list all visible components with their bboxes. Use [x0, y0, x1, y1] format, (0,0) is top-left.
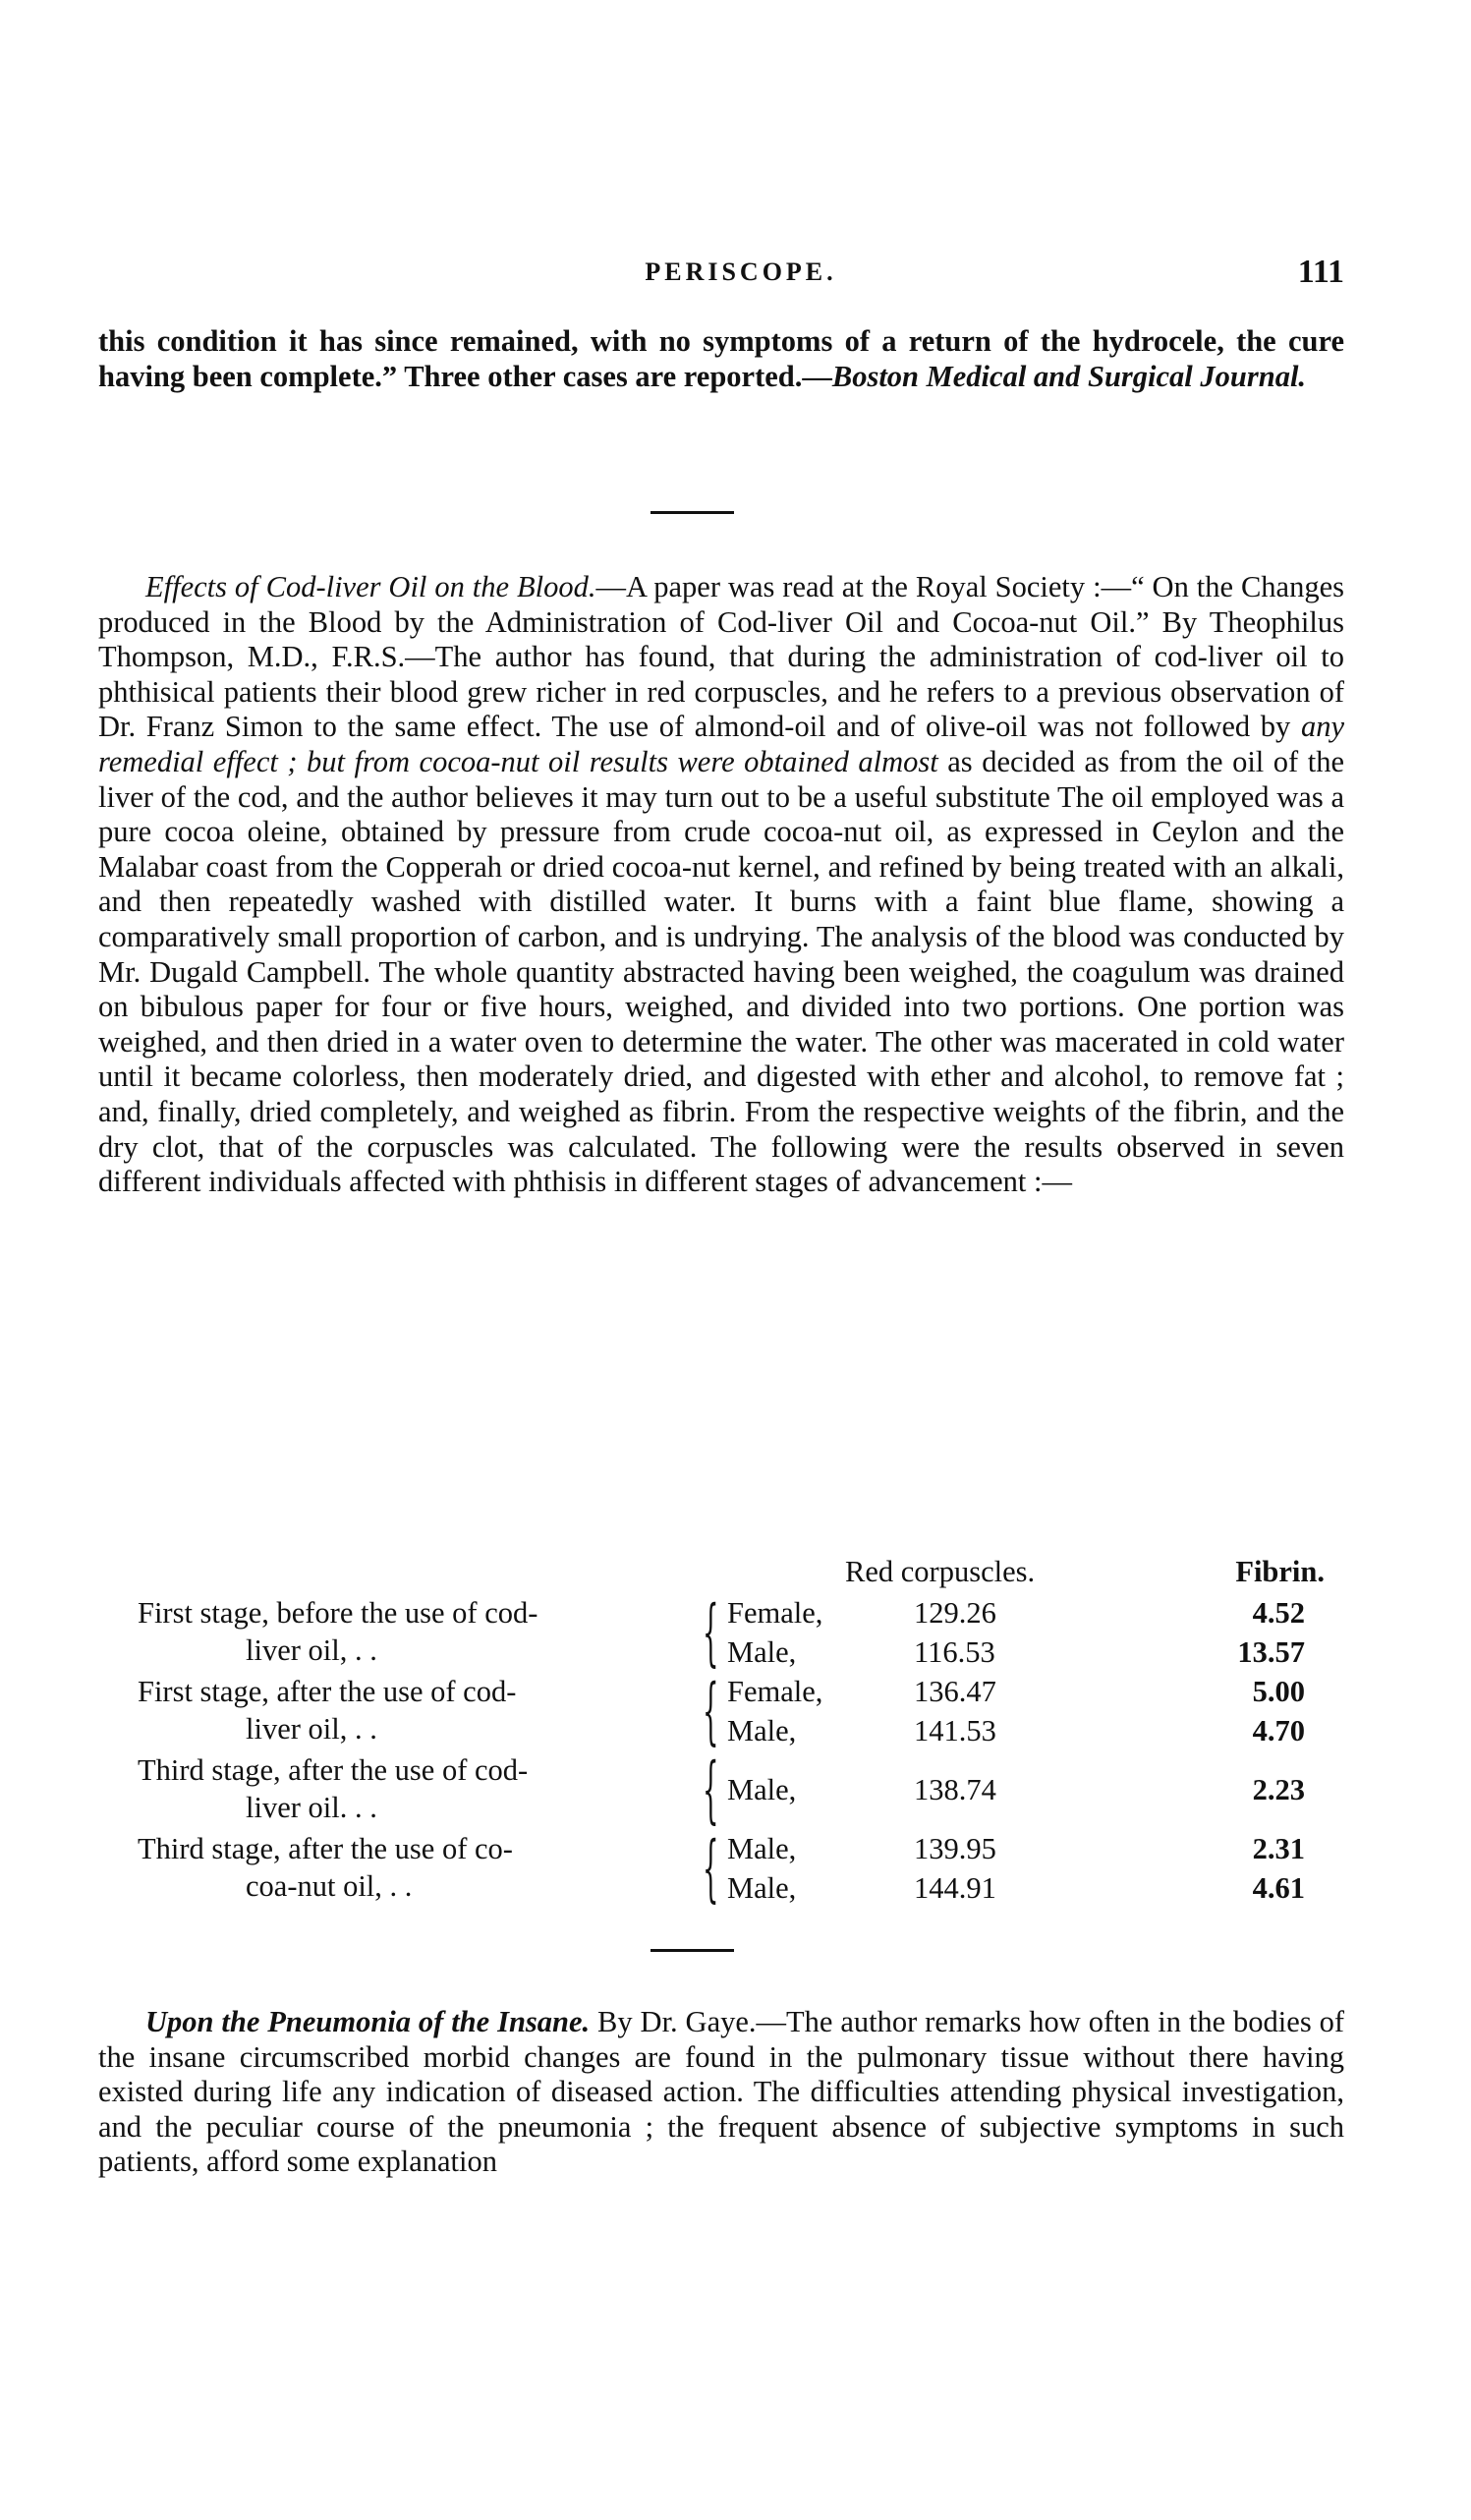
stage-label — [138, 1751, 698, 1826]
stage-line: First stage, before the use of cod- — [138, 1596, 538, 1630]
table-cell-sex: Male, — [727, 1832, 797, 1865]
table-cell-sex: Female, — [727, 1596, 823, 1630]
section-divider-1 — [651, 511, 734, 514]
stage-line: Third stage, after the use of co- — [138, 1832, 513, 1865]
brace-glyph: { — [703, 1826, 719, 1911]
table-cell-fibrin: 4.52 — [1252, 1596, 1305, 1630]
article-pneumonia-insane — [98, 2005, 1344, 2180]
table-cell-red: 141.53 — [914, 1714, 996, 1747]
article1-body-continued: as decided as from the oil of the liver of the cod, and the author believes it may turn out to be a useful substitute The oil employed was a pure cocoa oleine, obtained by pressure from crude cocoa-nut oil, as expressed in Ceylon and the Malabar coast from the Copperah or dried cocoa-nut kernel, and refined by being treated with an alkali, and then repeatedly washed with distilled water. It burns with a faint blue flame, showing a comparatively small proportion of carbon, and is undrying. The analysis of the blood was conducted by Mr. Dugald Campbell. The whole quantity abstracted having been weighed, the coagulum was drained on bibulous paper for four or five hours, weighed, and divided into two portions. One portion was weighed, and then dried in a water oven to determine the water. The other was macerated in cold water until it became colorless, then moderately dried, and digested with ether and alcohol, to remove fat ; and, finally, dried completely, and weighed as fibrin. From the respective weights of the fibrin, and the dry clot, that of the corpuscles was calculated. The following were the results observed in seven different individuals affected with phthisis in different stages of advancement :— — [98, 744, 1344, 1199]
stage-line: liver oil, . . — [246, 1712, 377, 1746]
table-cell-sex: Male, — [727, 1714, 797, 1747]
section-divider-2 — [651, 1949, 734, 1952]
header-fibrin: Fibrin. — [1235, 1555, 1325, 1588]
table-cell-red: 139.95 — [914, 1832, 996, 1865]
table-cell-fibrin: 4.70 — [1252, 1714, 1305, 1747]
continuation-paragraph — [98, 324, 1344, 394]
table-cell-fibrin: 4.61 — [1252, 1871, 1305, 1905]
article2-body: By Dr. Gaye.—The author remarks how often in the bodies of the insane circumscribed morbid changes are found in the pulmonary tissue without there having existed during life any indication of diseased action. The difficulties attending physical investigation, and the peculiar course of the pneumonia ; the frequent absence of subjective symptoms in such patients, afford some explanation — [98, 2005, 1344, 2179]
table-cell-sex: Male, — [727, 1635, 797, 1669]
table-group-1 — [98, 1590, 1344, 1675]
table-cell-fibrin: 2.23 — [1252, 1773, 1305, 1806]
header-red-corpuscles: Red corpuscles. — [845, 1555, 1036, 1588]
stage-line: liver oil. . . — [246, 1791, 377, 1824]
table-cell-fibrin: 2.31 — [1252, 1832, 1305, 1865]
stage-label — [138, 1673, 698, 1747]
table-cell-sex: Female, — [727, 1675, 823, 1708]
article1-body: —A paper was read at the Royal Society :—“ On the Changes produced in the Blood by the Administration of Cod-liver Oil and Cocoa-nut Oil.” By Theophilus Thompson, M.D., F.R.S.—The author has found, that during the administration of cod-liver oil to phthisical patients their blood grew richer in red corpuscles, and he refers to a previous observation of Dr. Franz Simon to the same effect. The use of almond-oil and of olive-oil was not followed by — [98, 570, 1344, 744]
running-title: PERISCOPE. — [645, 258, 837, 286]
article1-italic-passage: any remedial effect ; but from cocoa-nut oil results were obtained almost — [98, 710, 1344, 778]
table-cell-red: 136.47 — [914, 1675, 996, 1708]
page-number: 111 — [1297, 254, 1344, 290]
table-cell-sex: Male, — [727, 1773, 797, 1806]
brace-glyph: { — [703, 1747, 719, 1832]
stage-line: coa-nut oil, . . — [246, 1869, 413, 1903]
table-cell-red: 129.26 — [914, 1596, 996, 1630]
table-cell-red: 144.91 — [914, 1871, 996, 1905]
article1-title: Effects of Cod-liver Oil on the Blood. — [145, 570, 596, 603]
brace-glyph: { — [703, 1669, 719, 1753]
table-header — [98, 1555, 1344, 1594]
table-cell-red: 116.53 — [914, 1635, 995, 1669]
brace-glyph: { — [703, 1590, 719, 1675]
table-cell-fibrin: 5.00 — [1252, 1675, 1305, 1708]
stage-line: Third stage, after the use of cod- — [138, 1753, 529, 1787]
stage-label — [138, 1594, 698, 1669]
continuation-source: Boston Medical and Surgical Journal. — [831, 359, 1307, 393]
table-group-3 — [98, 1747, 1344, 1832]
page-header — [138, 254, 1344, 297]
stage-label — [138, 1830, 698, 1905]
table-group-2 — [98, 1669, 1344, 1753]
stage-line: liver oil, . . — [246, 1633, 377, 1667]
table-cell-red: 138.74 — [914, 1773, 996, 1806]
article-cod-liver-oil — [98, 570, 1344, 1200]
stage-line: First stage, after the use of cod- — [138, 1675, 517, 1708]
article2-title: Upon the Pneumonia of the Insane. — [145, 2005, 591, 2038]
table-cell-sex: Male, — [727, 1871, 797, 1905]
table-cell-fibrin: 13.57 — [1237, 1635, 1305, 1669]
blood-analysis-table — [98, 1555, 1344, 1909]
continuation-text: this condition it has since remained, with no symptoms of a return of the hydrocele, the cure having been complete.” Three other cases are reported.— — [98, 324, 1344, 393]
table-group-4 — [98, 1826, 1344, 1911]
